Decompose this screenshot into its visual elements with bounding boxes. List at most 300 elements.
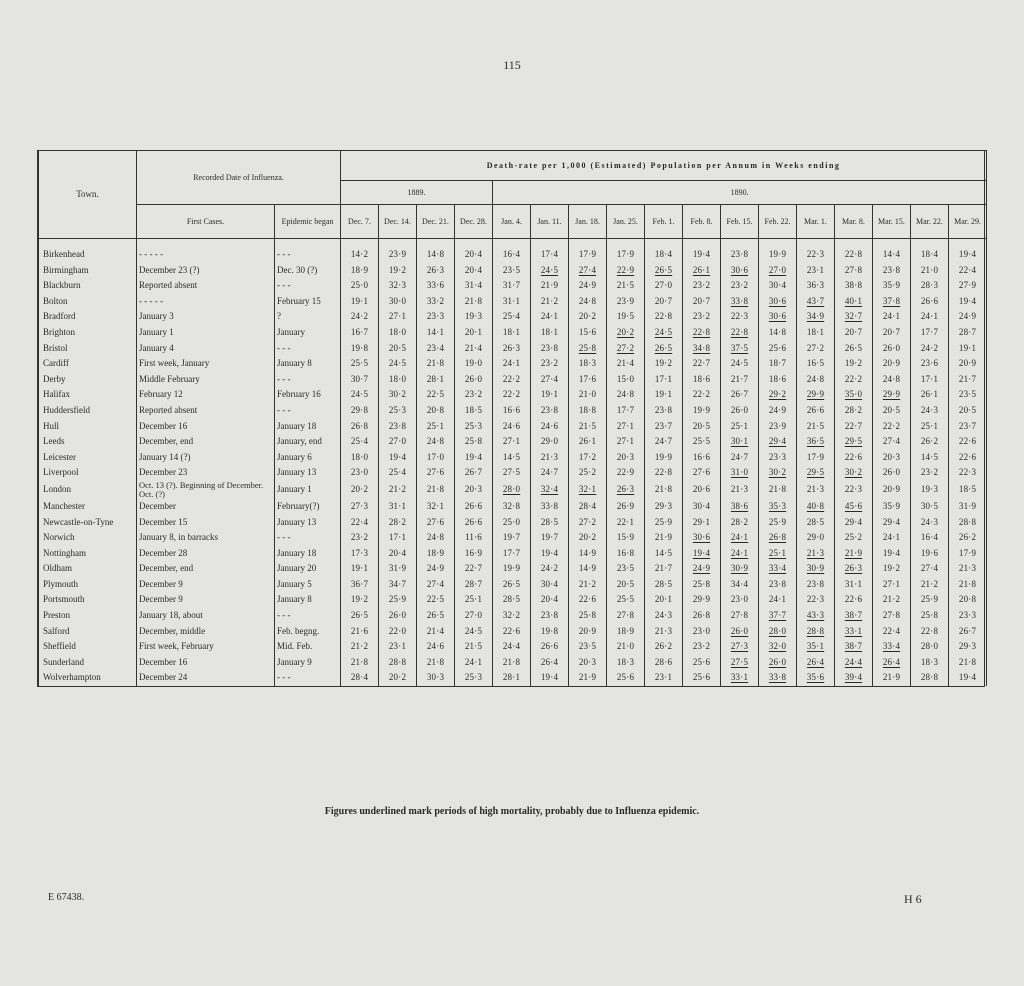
death-rate-value: 27·3 (721, 639, 759, 655)
death-rate-value: 27·1 (493, 434, 531, 450)
death-rate-value: 22·3 (721, 309, 759, 325)
death-rate-value: 24·2 (341, 309, 379, 325)
death-rate-value: 27·8 (721, 608, 759, 624)
death-rate-value: 20·4 (455, 263, 493, 279)
death-rate-value: 26·3 (835, 561, 873, 577)
epidemic-began-cell: February(?) (275, 499, 341, 515)
death-rate-value: 19·1 (531, 387, 569, 403)
death-rate-value: 29·4 (759, 434, 797, 450)
death-rate-value: 18·3 (911, 655, 949, 671)
death-rate-value: 24·6 (417, 639, 455, 655)
death-rate-value: 25·8 (569, 608, 607, 624)
death-rate-value: 28·5 (493, 592, 531, 608)
death-rate-value: 22·6 (835, 450, 873, 466)
death-rate-value: 38·7 (835, 639, 873, 655)
death-rate-value: 23·1 (379, 639, 417, 655)
death-rate-value: 24·2 (911, 341, 949, 357)
first-cases-cell: December, end (137, 434, 275, 450)
death-rate-value: 28·0 (493, 481, 531, 499)
death-rate-value: 20·2 (607, 325, 645, 341)
death-rate-value: 26·8 (341, 419, 379, 435)
death-rate-value: 26·0 (759, 655, 797, 671)
death-rate-value: 25·8 (911, 608, 949, 624)
death-rate-value: 23·5 (569, 639, 607, 655)
death-rate-value: 17·7 (493, 546, 531, 562)
death-rate-value: 25·1 (759, 546, 797, 562)
town-name: Wolverhampton (39, 670, 137, 686)
death-rate-value: 20·5 (379, 341, 417, 357)
death-rate-value: 27·6 (683, 465, 721, 481)
death-rate-value: 26·9 (607, 499, 645, 515)
death-rate-value: 24·1 (493, 356, 531, 372)
death-rate-value: 24·6 (531, 419, 569, 435)
death-rate-value: 26·2 (949, 530, 987, 546)
death-rate-value: 26·2 (911, 434, 949, 450)
death-rate-value: 24·9 (949, 309, 987, 325)
death-rate-value: 22·2 (835, 372, 873, 388)
death-rate-value: 19·4 (949, 239, 987, 263)
death-rate-value: 35·0 (835, 387, 873, 403)
town-name: London (39, 481, 137, 499)
death-rate-value: 28·2 (835, 403, 873, 419)
death-rate-value: 23·6 (911, 356, 949, 372)
death-rate-value: 30·0 (379, 294, 417, 310)
death-rate-value: 30·5 (911, 499, 949, 515)
town-name: Birmingham (39, 263, 137, 279)
epidemic-began-cell: - - - (275, 341, 341, 357)
death-rate-value: 21·8 (645, 481, 683, 499)
death-rate-value: 34·4 (721, 577, 759, 593)
death-rate-value: 27·8 (873, 608, 911, 624)
death-rate-value: 22·4 (873, 624, 911, 640)
town-name: Hull (39, 419, 137, 435)
death-rate-value: 31·9 (949, 499, 987, 515)
death-rate-value: 30·6 (759, 294, 797, 310)
death-rate-value: 29·4 (835, 515, 873, 531)
death-rate-value: 26·6 (531, 639, 569, 655)
death-rate-value: 22·2 (873, 419, 911, 435)
death-rate-value: 20·9 (873, 356, 911, 372)
death-rate-value: 40·1 (835, 294, 873, 310)
death-rate-value: 23·3 (949, 608, 987, 624)
death-rate-value: 33·8 (531, 499, 569, 515)
first-cases-cell: December 9 (137, 577, 275, 593)
header-week: Jan. 18. (569, 205, 607, 239)
death-rate-value: 28·2 (721, 515, 759, 531)
death-rate-value: 31·1 (379, 499, 417, 515)
death-rate-value: 19·0 (455, 356, 493, 372)
death-rate-value: 30·2 (759, 465, 797, 481)
table-body (39, 239, 987, 687)
death-rate-value: 29·1 (683, 515, 721, 531)
death-rate-value: 23·2 (683, 278, 721, 294)
death-rate-value: 28·4 (569, 499, 607, 515)
death-rate-value: 18·8 (569, 403, 607, 419)
death-rate-value: 27·1 (607, 419, 645, 435)
header-week: Feb. 22. (759, 205, 797, 239)
death-rate-value: 22·8 (911, 624, 949, 640)
death-rate-value: 16·9 (455, 546, 493, 562)
death-rate-value: 23·8 (797, 577, 835, 593)
epidemic-began-cell: January 13 (275, 465, 341, 481)
death-rate-value: 17·7 (911, 325, 949, 341)
header-week: Dec. 28. (455, 205, 493, 239)
death-rate-value: 27·4 (569, 263, 607, 279)
death-rate-value: 22·4 (949, 263, 987, 279)
death-rate-value: 22·8 (721, 325, 759, 341)
death-rate-value: 23·7 (645, 419, 683, 435)
death-rate-value: 25·9 (911, 592, 949, 608)
death-rate-value: 16·7 (341, 325, 379, 341)
death-rate-value: 23·2 (911, 465, 949, 481)
death-rate-value: 26·3 (607, 481, 645, 499)
death-rate-value: 22·6 (835, 592, 873, 608)
death-rate-value: 31·7 (493, 278, 531, 294)
first-cases-cell: December (137, 499, 275, 515)
death-rate-value: 21·9 (835, 546, 873, 562)
header-week: Feb. 1. (645, 205, 683, 239)
death-rate-value: 35·3 (759, 499, 797, 515)
death-rate-value: 22·6 (949, 450, 987, 466)
death-rate-value: 23·2 (531, 356, 569, 372)
death-rate-value: 19·4 (379, 450, 417, 466)
death-rate-value: 27·4 (873, 434, 911, 450)
death-rate-value: 29·4 (873, 515, 911, 531)
death-rate-value: 21·2 (873, 592, 911, 608)
death-rate-value: 22·8 (683, 325, 721, 341)
death-rate-value: 19·9 (493, 561, 531, 577)
first-cases-cell: Middle February (137, 372, 275, 388)
first-cases-cell: February 12 (137, 387, 275, 403)
death-rate-value: 27·0 (379, 434, 417, 450)
death-rate-value: 28·8 (797, 624, 835, 640)
death-rate-value: 34·9 (797, 309, 835, 325)
death-rate-value: 24·5 (531, 263, 569, 279)
death-rate-value: 19·5 (607, 309, 645, 325)
death-rate-value: 21·3 (949, 561, 987, 577)
header-death-rate: Death-rate per 1,000 (Estimated) Population per Annum in Weeks ending (341, 151, 987, 181)
death-rate-value: 23·2 (341, 530, 379, 546)
death-rate-value: 30·1 (721, 434, 759, 450)
death-rate-value: 28·1 (493, 670, 531, 686)
town-name: Blackburn (39, 278, 137, 294)
death-rate-value: 18·0 (379, 372, 417, 388)
death-rate-value: 25·2 (835, 530, 873, 546)
death-rate-value: 30·7 (341, 372, 379, 388)
death-rate-value: 33·8 (721, 294, 759, 310)
table-row (39, 450, 987, 466)
death-rate-value: 28·0 (911, 639, 949, 655)
death-rate-value: 14·1 (417, 325, 455, 341)
death-rate-value: 26·0 (873, 341, 911, 357)
death-rate-value: 33·1 (721, 670, 759, 686)
death-rate-value: 24·5 (645, 325, 683, 341)
death-rate-value: 16·6 (493, 403, 531, 419)
death-rate-value: 24·8 (417, 530, 455, 546)
death-rate-value: 26·5 (835, 341, 873, 357)
first-cases-cell: December 28 (137, 546, 275, 562)
death-rate-value: 21·8 (949, 655, 987, 671)
death-rate-value: 26·5 (341, 608, 379, 624)
death-rate-value: 20·2 (569, 309, 607, 325)
death-rate-value: 28·7 (949, 325, 987, 341)
death-rate-value: 24·3 (911, 515, 949, 531)
death-rate-value: 26·6 (911, 294, 949, 310)
first-cases-cell: December 16 (137, 655, 275, 671)
death-rate-value: 32·8 (493, 499, 531, 515)
death-rate-value: 26·1 (569, 434, 607, 450)
table-row (39, 239, 987, 263)
death-rate-value: 21·5 (607, 278, 645, 294)
death-rate-value: 20·2 (569, 530, 607, 546)
death-rate-value: 26·1 (683, 263, 721, 279)
death-rate-value: 21·9 (531, 278, 569, 294)
death-rate-value: 14·4 (873, 239, 911, 263)
death-rate-value: 24·7 (645, 434, 683, 450)
death-rate-value: 19·3 (455, 309, 493, 325)
death-rate-value: 20·5 (949, 403, 987, 419)
death-rate-value: 26·7 (721, 387, 759, 403)
death-rate-value: 29·8 (341, 403, 379, 419)
table-row (39, 639, 987, 655)
death-rate-value: 26·7 (949, 624, 987, 640)
death-rate-value: 23·9 (379, 239, 417, 263)
death-rate-value: 29·9 (683, 592, 721, 608)
header-town: Town. (39, 151, 137, 239)
death-rate-value: 27·8 (607, 608, 645, 624)
death-rate-value: 16·5 (797, 356, 835, 372)
death-rate-value: 24·8 (569, 294, 607, 310)
death-rate-value: 19·7 (493, 530, 531, 546)
first-cases-cell: Reported absent (137, 403, 275, 419)
death-rate-value: 37·7 (759, 608, 797, 624)
epidemic-began-cell: January (275, 325, 341, 341)
death-rate-value: 23·5 (607, 561, 645, 577)
death-rate-value: 25·1 (417, 419, 455, 435)
death-rate-value: 25·9 (379, 592, 417, 608)
death-rate-value: 37·5 (721, 341, 759, 357)
death-rate-value: 18·6 (683, 372, 721, 388)
death-rate-value: 18·1 (531, 325, 569, 341)
death-rate-value: 22·8 (645, 465, 683, 481)
death-rate-value: 17·0 (417, 450, 455, 466)
death-rate-value: 25·8 (569, 341, 607, 357)
death-rate-value: 18·0 (379, 325, 417, 341)
death-rate-value: 17·9 (569, 239, 607, 263)
death-rate-value: 19·9 (683, 403, 721, 419)
first-cases-cell: January 8, in barracks (137, 530, 275, 546)
first-cases-cell: December, end (137, 561, 275, 577)
death-rate-value: 23·8 (759, 577, 797, 593)
epidemic-began-cell: January 8 (275, 356, 341, 372)
death-rate-value: 22·1 (607, 515, 645, 531)
death-rate-value: 23·8 (645, 403, 683, 419)
epidemic-began-cell: Feb. begng. (275, 624, 341, 640)
header-week: Jan. 11. (531, 205, 569, 239)
death-rate-value: 24·9 (569, 278, 607, 294)
death-rate-value: 19·2 (873, 561, 911, 577)
death-rate-value: 22·8 (645, 309, 683, 325)
death-rate-value: 21·3 (531, 450, 569, 466)
death-rate-value: 17·9 (607, 239, 645, 263)
death-rate-value: 19·4 (531, 546, 569, 562)
header-week: Mar. 1. (797, 205, 835, 239)
death-rate-value: 20·9 (873, 481, 911, 499)
first-cases-cell: First week, February (137, 639, 275, 655)
death-rate-value: 20·7 (683, 294, 721, 310)
footer-signature: H 6 (904, 892, 922, 906)
death-rate-value: 20·7 (873, 325, 911, 341)
first-cases-cell: Oct. 13 (?). Beginning of December. Oct. (?) (137, 481, 275, 499)
town-name: Salford (39, 624, 137, 640)
death-rate-value: 21·5 (797, 419, 835, 435)
death-rate-value: 29·3 (645, 499, 683, 515)
first-cases-cell: December 9 (137, 592, 275, 608)
death-rate-value: 27·5 (721, 655, 759, 671)
death-rate-value: 21·2 (379, 481, 417, 499)
death-rate-value: 24·8 (797, 372, 835, 388)
death-rate-value: 20·7 (835, 325, 873, 341)
death-rate-value: 17·7 (607, 403, 645, 419)
header-week: Jan. 4. (493, 205, 531, 239)
death-rate-value: 20·2 (341, 481, 379, 499)
death-rate-value: 20·8 (949, 592, 987, 608)
epidemic-began-cell: Dec. 30 (?) (275, 263, 341, 279)
death-rate-value: 27·1 (607, 434, 645, 450)
death-rate-value: 19·7 (531, 530, 569, 546)
header-week: Dec. 7. (341, 205, 379, 239)
table-row (39, 655, 987, 671)
death-rate-value: 24·3 (645, 608, 683, 624)
death-rate-value: 24·1 (759, 592, 797, 608)
death-rate-value: 28·1 (417, 372, 455, 388)
epidemic-began-cell: - - - (275, 278, 341, 294)
death-rate-value: 33·4 (759, 561, 797, 577)
death-rate-value: 21·8 (759, 481, 797, 499)
death-rate-value: 23·3 (759, 450, 797, 466)
death-rate-value: 28·8 (911, 670, 949, 686)
death-rate-value: 26·5 (417, 608, 455, 624)
first-cases-cell: December 24 (137, 670, 275, 686)
death-rate-value: 15·9 (607, 530, 645, 546)
town-name: Preston (39, 608, 137, 624)
death-rate-value: 25·9 (645, 515, 683, 531)
death-rate-value: 17·4 (531, 239, 569, 263)
death-rate-value: 28·7 (455, 577, 493, 593)
death-rate-value: 21·5 (569, 419, 607, 435)
death-rate-value: 19·1 (341, 294, 379, 310)
death-rate-value: 26·2 (645, 639, 683, 655)
header-year-1889: 1889. (341, 181, 493, 205)
death-rate-value: 21·4 (455, 341, 493, 357)
epidemic-began-cell: - - - (275, 372, 341, 388)
death-rate-value: 28·0 (759, 624, 797, 640)
death-rate-value: 17·9 (797, 450, 835, 466)
death-rate-value: 20·9 (569, 624, 607, 640)
epidemic-began-cell: January 13 (275, 515, 341, 531)
death-rate-value: 22·9 (607, 263, 645, 279)
death-rate-value: 21·3 (797, 481, 835, 499)
death-rate-value: 20·7 (645, 294, 683, 310)
death-rate-value: 21·2 (911, 577, 949, 593)
town-name: Bradford (39, 309, 137, 325)
death-rate-value: 18·9 (341, 263, 379, 279)
death-rate-value: 24·5 (455, 624, 493, 640)
epidemic-began-cell: January 18 (275, 419, 341, 435)
epidemic-began-cell: January 9 (275, 655, 341, 671)
death-rate-value: 19·8 (531, 624, 569, 640)
death-rate-value: 24·2 (531, 561, 569, 577)
death-rate-value: 32·0 (759, 639, 797, 655)
death-rate-value: 29·3 (949, 639, 987, 655)
death-rate-value: 25·1 (455, 592, 493, 608)
header-recorded-date: Recorded Date of Influenza. (137, 151, 341, 205)
death-rate-value: 27·1 (379, 309, 417, 325)
death-rate-value: 30·4 (759, 278, 797, 294)
death-rate-value: 25·0 (493, 515, 531, 531)
page-number: 115 (503, 58, 521, 72)
death-rate-value: 16·6 (683, 450, 721, 466)
death-rate-value: 25·4 (341, 434, 379, 450)
death-rate-value: 24·9 (759, 403, 797, 419)
death-rate-value: 33·4 (873, 639, 911, 655)
death-rate-value: 19·4 (949, 294, 987, 310)
header-week: Mar. 22. (911, 205, 949, 239)
death-rate-value: 29·5 (797, 465, 835, 481)
death-rate-value: 43·3 (797, 608, 835, 624)
table-row (39, 499, 987, 515)
death-rate-value: 22·2 (683, 387, 721, 403)
death-rate-value: 24·1 (531, 309, 569, 325)
death-rate-value: 32·1 (417, 499, 455, 515)
town-name: Oldham (39, 561, 137, 577)
death-rate-value: 23·2 (683, 639, 721, 655)
death-rate-value: 19·2 (645, 356, 683, 372)
death-rate-value: 21·3 (645, 624, 683, 640)
death-rate-value: 24·1 (873, 309, 911, 325)
death-rate-value: 36·7 (341, 577, 379, 593)
death-rate-value: 21·8 (493, 655, 531, 671)
death-rate-value: 27·2 (569, 515, 607, 531)
death-rate-value: 26·5 (493, 577, 531, 593)
death-rate-value: 25·8 (683, 577, 721, 593)
death-rate-value: 21·0 (911, 263, 949, 279)
death-rate-value: 19·6 (911, 546, 949, 562)
death-rate-value: 18·1 (797, 325, 835, 341)
death-rate-value: 20·8 (417, 403, 455, 419)
death-rate-value: 16·8 (607, 546, 645, 562)
death-rate-value: 21·2 (531, 294, 569, 310)
death-rate-value: 19·1 (949, 341, 987, 357)
death-rate-value: 19·4 (531, 670, 569, 686)
death-rate-value: 26·8 (683, 608, 721, 624)
death-rate-value: 26·6 (797, 403, 835, 419)
table-row (39, 546, 987, 562)
death-rate-value: 21·7 (645, 561, 683, 577)
table-row (39, 608, 987, 624)
epidemic-began-cell: January 20 (275, 561, 341, 577)
death-rate-value: 24·1 (721, 546, 759, 562)
death-rate-value: 17·1 (911, 372, 949, 388)
death-rate-value: 30·2 (835, 465, 873, 481)
table-row (39, 372, 987, 388)
death-rate-value: 18·1 (493, 325, 531, 341)
death-rate-value: 18·9 (417, 546, 455, 562)
death-rate-value: 19·4 (873, 546, 911, 562)
death-rate-value: 22·4 (341, 515, 379, 531)
death-rate-value: 14·9 (569, 561, 607, 577)
town-name: Nottingham (39, 546, 137, 562)
